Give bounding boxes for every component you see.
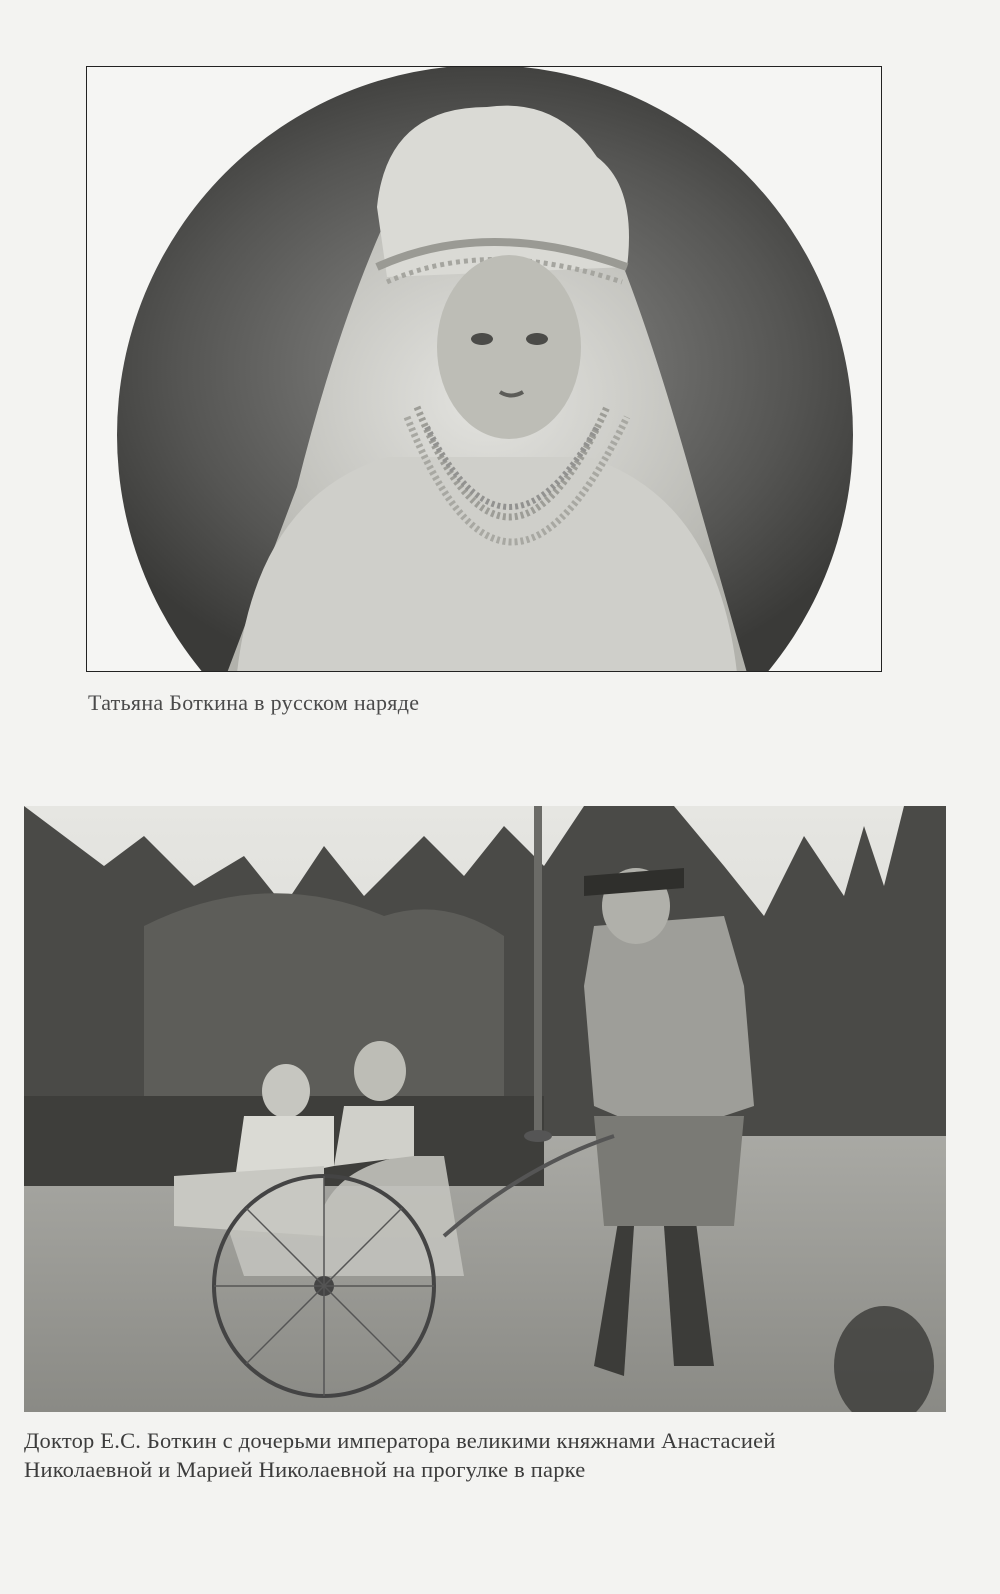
park-image [24, 806, 946, 1412]
portrait-caption: Татьяна Боткина в русском наряде [88, 690, 420, 715]
portrait-photo [86, 66, 882, 672]
park-caption [24, 1426, 954, 1484]
park-caption-line-2: Николаевной и Марией Николаевной на прогулке в парке [24, 1457, 586, 1482]
park-photo [24, 806, 946, 1412]
portrait-image [87, 67, 882, 672]
park-caption-line-1: Доктор Е.С. Боткин с дочерьми императора великими княжнами Анастасией [24, 1428, 776, 1453]
